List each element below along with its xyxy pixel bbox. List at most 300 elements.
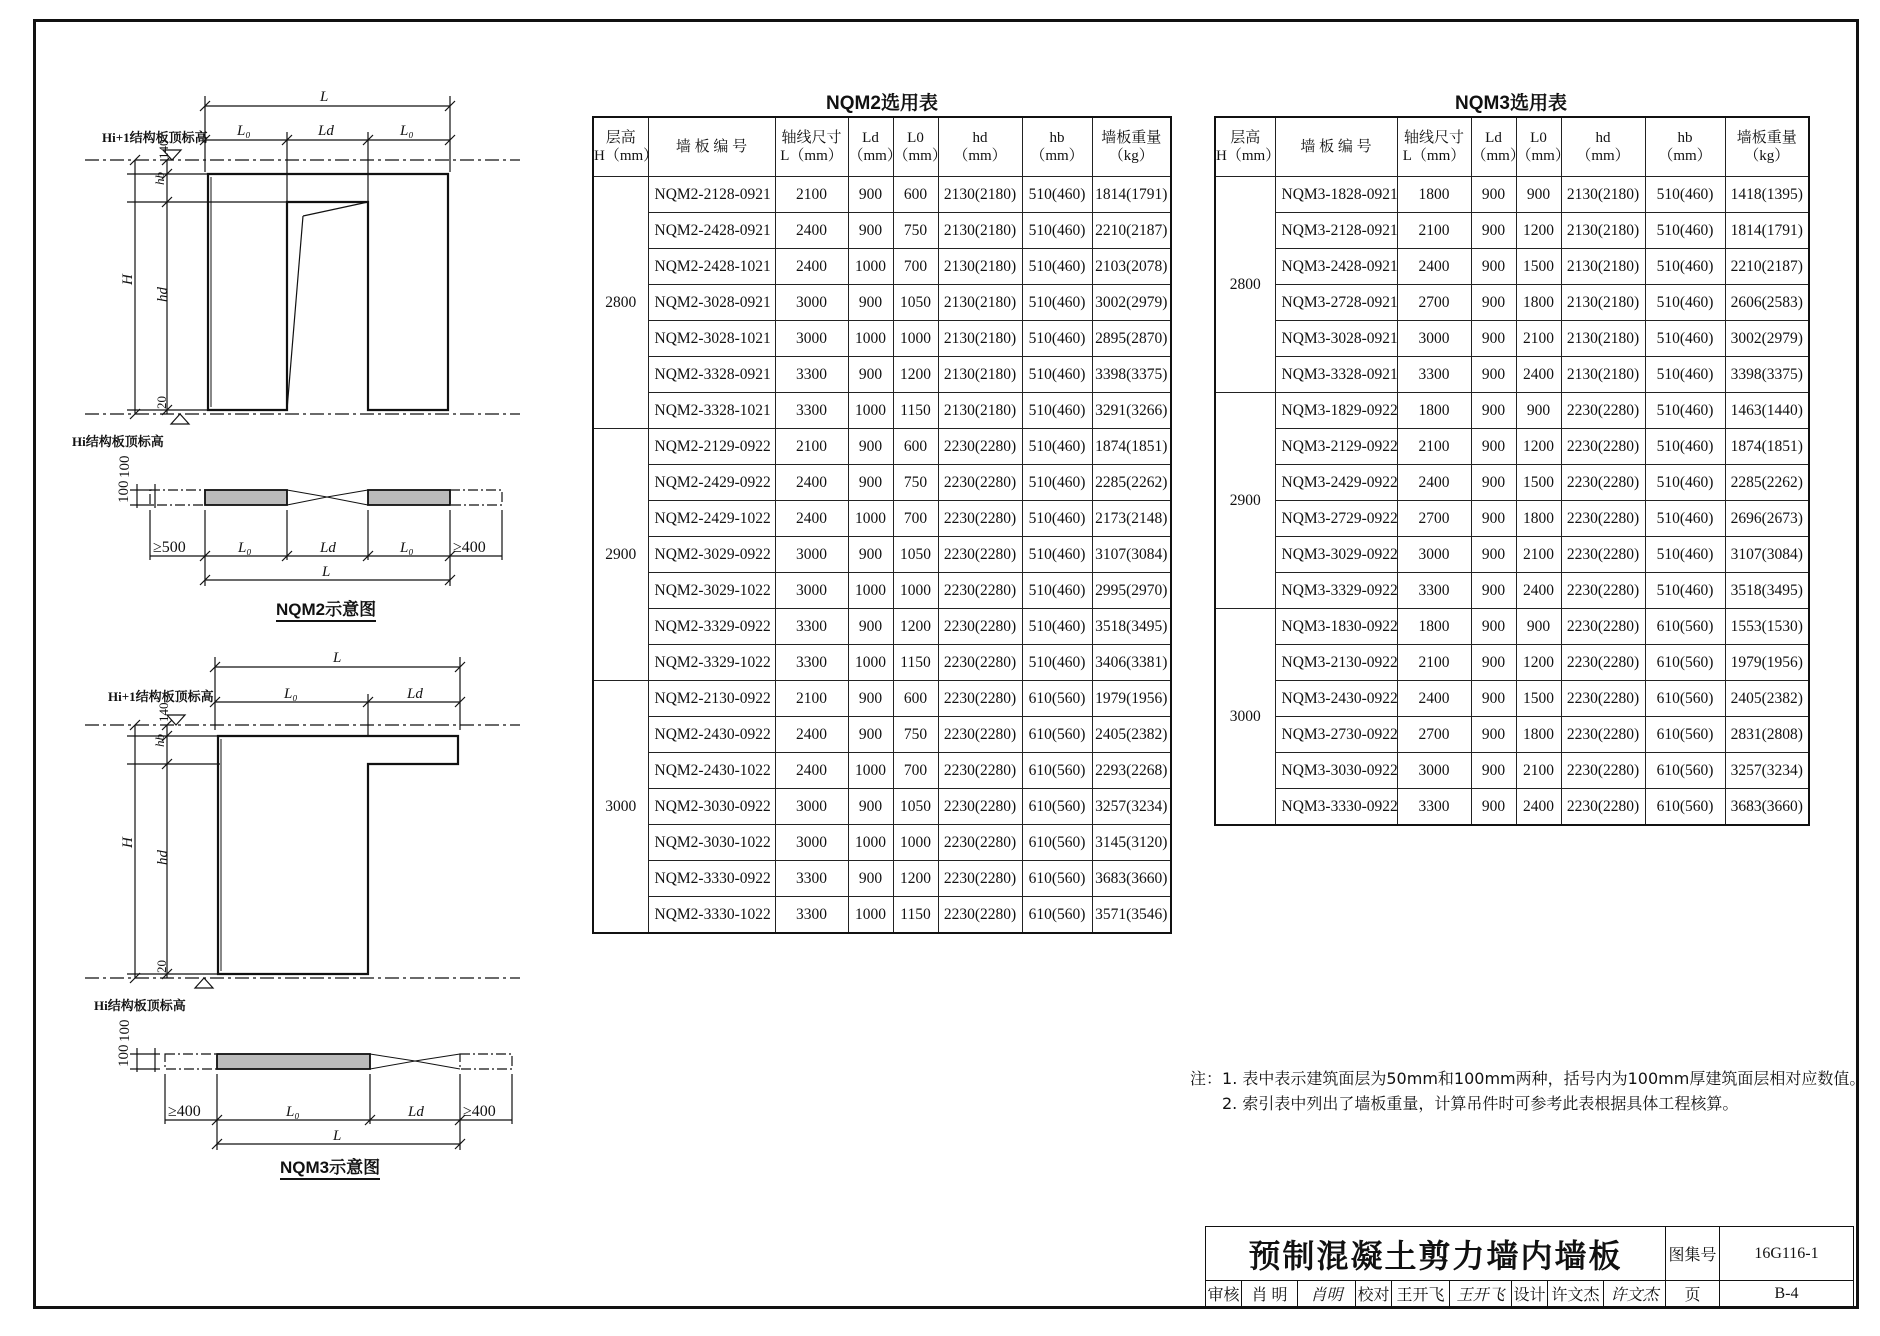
table-cell: 900: [1471, 357, 1516, 393]
panel-code: NQM3-3028-0921: [1275, 321, 1397, 357]
table-cell: 510(460): [1022, 249, 1092, 285]
table-cell: 510(460): [1645, 177, 1725, 213]
nqm3-storey-height: 2900: [1215, 393, 1275, 609]
table-cell: 1200: [893, 861, 938, 897]
nqm2-storey-height: 2900: [593, 429, 648, 681]
table-cell: 900: [1471, 213, 1516, 249]
table-cell: 2130(2180): [938, 249, 1022, 285]
table-row: [593, 393, 1171, 429]
table-cell: 900: [848, 717, 893, 753]
table-cell: 1800: [1397, 177, 1471, 213]
dim-l-nqm2-plan: L: [322, 564, 331, 580]
table-cell: 3145(3120): [1092, 825, 1171, 861]
page-number: B-4: [1720, 1281, 1854, 1307]
table-cell: 3406(3381): [1092, 645, 1171, 681]
table-cell: 900: [848, 429, 893, 465]
table-cell: 750: [893, 213, 938, 249]
nqm2-elevation: [85, 96, 520, 424]
table-cell: 2995(2970): [1092, 573, 1171, 609]
table-row: [593, 501, 1171, 537]
nqm2-header-0: 层高 H（mm）: [593, 117, 648, 177]
table-row: [593, 681, 1171, 717]
table-cell: 3000: [775, 825, 848, 861]
table-cell: 900: [848, 681, 893, 717]
table-cell: 2100: [1397, 645, 1471, 681]
table-cell: 3000: [1397, 321, 1471, 357]
table-row: [1215, 573, 1809, 609]
table-row: [593, 177, 1171, 213]
nqm2-header-4: L0 （mm）: [893, 117, 938, 177]
table-cell: 2230(2280): [1561, 393, 1645, 429]
panel-code: NQM2-3330-1022: [648, 897, 775, 934]
nqm2-storey-height: 3000: [593, 681, 648, 934]
table-cell: 900: [1471, 393, 1516, 429]
table-cell: 610(560): [1022, 717, 1092, 753]
table-cell: 900: [848, 537, 893, 573]
table-row: [593, 789, 1171, 825]
nqm3-table-title: NQM3选用表: [1455, 93, 1567, 114]
note-prefix: 注：: [1190, 1069, 1223, 1088]
table-cell: 1150: [893, 897, 938, 934]
table-cell: 2100: [1516, 537, 1561, 573]
table-cell: 900: [848, 357, 893, 393]
table-cell: 900: [1516, 609, 1561, 645]
table-row: [1215, 393, 1809, 429]
dim-20-nqm3: 20: [154, 960, 169, 973]
nqm2-plan: [130, 484, 502, 586]
title-block: [1205, 1226, 1854, 1307]
table-cell: 2230(2280): [1561, 717, 1645, 753]
table-row: [593, 357, 1171, 393]
dim-h-nqm3: H: [120, 837, 136, 848]
nqm3-diagram-label: NQM3示意图: [280, 1153, 380, 1180]
dim-hd-nqm2: hd: [155, 287, 171, 302]
table-cell: 2210(2187): [1725, 249, 1809, 285]
panel-code: NQM2-3329-1022: [648, 645, 775, 681]
table-cell: 510(460): [1022, 213, 1092, 249]
table-cell: 610(560): [1022, 789, 1092, 825]
table-cell: 2230(2280): [938, 753, 1022, 789]
table-cell: 610(560): [1645, 717, 1725, 753]
table-cell: 900: [1471, 537, 1516, 573]
nqm3-selection-table: [1214, 116, 1810, 826]
table-cell: 2230(2280): [938, 717, 1022, 753]
table-cell: 600: [893, 177, 938, 213]
table-cell: 750: [893, 717, 938, 753]
panel-code: NQM2-3329-0922: [648, 609, 775, 645]
table-cell: 2285(2262): [1725, 465, 1809, 501]
nqm3-storey-height: 3000: [1215, 609, 1275, 826]
table-cell: 510(460): [1022, 357, 1092, 393]
nqm2-header-1: 墙 板 编 号: [648, 117, 775, 177]
panel-code: NQM2-3029-1022: [648, 573, 775, 609]
table-cell: 2130(2180): [1561, 249, 1645, 285]
table-cell: 2400: [775, 213, 848, 249]
table-cell: 2700: [1397, 717, 1471, 753]
table-row: [1215, 753, 1809, 789]
dim-l-nqm3: L: [333, 650, 342, 666]
table-cell: 510(460): [1645, 249, 1725, 285]
table-cell: 1814(1791): [1092, 177, 1171, 213]
dim-l-nqm3-plan: L: [333, 1128, 342, 1144]
panel-code: NQM2-3028-1021: [648, 321, 775, 357]
nqm3-header-0: 层高 H（mm）: [1215, 117, 1275, 177]
table-cell: 610(560): [1022, 897, 1092, 934]
table-cell: 1874(1851): [1725, 429, 1809, 465]
table-cell: 900: [848, 213, 893, 249]
drawing-title: 预制混凝土剪力墙内墙板: [1206, 1227, 1666, 1281]
table-cell: 1979(1956): [1092, 681, 1171, 717]
table-cell: 3398(3375): [1725, 357, 1809, 393]
table-cell: 510(460): [1645, 537, 1725, 573]
table-cell: 1800: [1516, 501, 1561, 537]
table-cell: 2100: [1397, 213, 1471, 249]
table-cell: 510(460): [1645, 393, 1725, 429]
table-row: [593, 825, 1171, 861]
nqm3-elevation: [85, 657, 520, 988]
table-cell: 3300: [775, 645, 848, 681]
table-cell: 1050: [893, 285, 938, 321]
table-cell: 2230(2280): [938, 465, 1022, 501]
table-cell: 510(460): [1645, 573, 1725, 609]
table-cell: 510(460): [1022, 645, 1092, 681]
panel-code: NQM3-1829-0922: [1275, 393, 1397, 429]
dim-l0-nqm2-plan-right: L₀: [400, 540, 414, 556]
table-cell: 1800: [1397, 393, 1471, 429]
table-cell: 2173(2148): [1092, 501, 1171, 537]
table-cell: 900: [848, 285, 893, 321]
panel-code: NQM3-3328-0921: [1275, 357, 1397, 393]
nqm3-header-2: 轴线尺寸 L（mm）: [1397, 117, 1471, 177]
dim-ld-nqm2: Ld: [318, 123, 334, 139]
table-cell: 3107(3084): [1092, 537, 1171, 573]
nqm3-plan: [130, 1048, 512, 1150]
table-cell: 510(460): [1645, 465, 1725, 501]
table-cell: 3257(3234): [1092, 789, 1171, 825]
dim-l0-nqm3: L₀: [284, 686, 298, 702]
table-cell: 2405(2382): [1092, 717, 1171, 753]
table-cell: 1150: [893, 645, 938, 681]
check-label: 校对: [1356, 1281, 1392, 1307]
level-hi-nqm2: Hi结构板顶标高: [72, 434, 164, 449]
table-cell: 3000: [1397, 753, 1471, 789]
table-cell: 610(560): [1645, 645, 1725, 681]
table-cell: 2400: [775, 465, 848, 501]
table-cell: 610(560): [1645, 789, 1725, 826]
table-row: [1215, 429, 1809, 465]
nqm2-header-row: [593, 117, 1171, 177]
table-cell: 2230(2280): [1561, 681, 1645, 717]
table-cell: 1979(1956): [1725, 645, 1809, 681]
table-cell: 900: [1471, 321, 1516, 357]
table-cell: 1874(1851): [1092, 429, 1171, 465]
nqm2-selection-table: [592, 116, 1172, 934]
level-hi1-nqm3: Hi+1结构板顶标高: [108, 689, 214, 704]
nqm2-diagram-label: NQM2示意图: [276, 595, 376, 622]
nqm3-header-4: L0 （mm）: [1516, 117, 1561, 177]
table-cell: 3000: [775, 285, 848, 321]
table-row: [1215, 501, 1809, 537]
table-cell: 2130(2180): [938, 357, 1022, 393]
panel-code: NQM2-3328-1021: [648, 393, 775, 429]
table-cell: 2130(2180): [1561, 285, 1645, 321]
table-cell: 2895(2870): [1092, 321, 1171, 357]
table-cell: 510(460): [1022, 321, 1092, 357]
dim-ge400-nqm3-right: ≥400: [463, 1103, 496, 1120]
table-cell: 2700: [1397, 501, 1471, 537]
table-cell: 2230(2280): [938, 609, 1022, 645]
table-cell: 900: [1471, 681, 1516, 717]
table-cell: 2230(2280): [1561, 609, 1645, 645]
dim-ld-nqm2-plan: Ld: [320, 540, 336, 556]
panel-code: NQM2-2130-0922: [648, 681, 775, 717]
panel-code: NQM2-2430-1022: [648, 753, 775, 789]
dim-ld-nqm3-plan: Ld: [408, 1104, 424, 1120]
panel-code: NQM2-2428-1021: [648, 249, 775, 285]
nqm2-header-6: hb （mm）: [1022, 117, 1092, 177]
table-cell: 2100: [1397, 429, 1471, 465]
panel-code: NQM2-2430-0922: [648, 717, 775, 753]
nqm3-storey-height: 2800: [1215, 177, 1275, 393]
panel-code: NQM2-2428-0921: [648, 213, 775, 249]
panel-code: NQM2-2429-0922: [648, 465, 775, 501]
table-cell: 3300: [1397, 357, 1471, 393]
panel-code: NQM2-3030-0922: [648, 789, 775, 825]
table-cell: 900: [1471, 717, 1516, 753]
table-cell: 700: [893, 249, 938, 285]
table-row: [1215, 321, 1809, 357]
table-cell: 2230(2280): [938, 501, 1022, 537]
table-cell: 2400: [775, 717, 848, 753]
table-cell: 3683(3660): [1725, 789, 1809, 826]
designer-name: 许文杰: [1548, 1281, 1604, 1307]
dim-20-nqm2: 20: [154, 396, 169, 409]
nqm2-storey-height: 2800: [593, 177, 648, 429]
table-row: [1215, 285, 1809, 321]
panel-code: NQM3-2428-0921: [1275, 249, 1397, 285]
dim-ge500-nqm2: ≥500: [153, 539, 186, 556]
table-cell: 2230(2280): [938, 825, 1022, 861]
table-cell: 1000: [848, 753, 893, 789]
panel-code: NQM2-2128-0921: [648, 177, 775, 213]
reviewer-signature: 肖明: [1298, 1281, 1356, 1307]
table-row: [1215, 177, 1809, 213]
panel-code: NQM2-3330-0922: [648, 861, 775, 897]
table-cell: 2230(2280): [1561, 645, 1645, 681]
dim-100a-nqm3: 100: [116, 1044, 132, 1067]
table-cell: 3518(3495): [1725, 573, 1809, 609]
table-cell: 1150: [893, 393, 938, 429]
table-cell: 2230(2280): [1561, 573, 1645, 609]
table-cell: 700: [893, 501, 938, 537]
table-row: [593, 753, 1171, 789]
table-cell: 510(460): [1022, 609, 1092, 645]
table-row: [593, 465, 1171, 501]
table-row: [1215, 465, 1809, 501]
table-cell: 3300: [775, 357, 848, 393]
table-cell: 2400: [1516, 357, 1561, 393]
table-cell: 1200: [893, 357, 938, 393]
table-cell: 1200: [1516, 429, 1561, 465]
table-cell: 900: [1471, 573, 1516, 609]
table-cell: 510(460): [1022, 465, 1092, 501]
table-cell: 900: [848, 789, 893, 825]
table-cell: 610(560): [1022, 861, 1092, 897]
table-row: [1215, 681, 1809, 717]
table-cell: 2230(2280): [938, 645, 1022, 681]
table-cell: 2230(2280): [938, 897, 1022, 934]
table-cell: 510(460): [1022, 429, 1092, 465]
table-cell: 2285(2262): [1092, 465, 1171, 501]
dim-l0-nqm2-plan-left: L₀: [238, 540, 252, 556]
level-hi-nqm3: Hi结构板顶标高: [94, 998, 186, 1013]
checker-name: 王开飞: [1392, 1281, 1450, 1307]
panel-code: NQM3-2130-0922: [1275, 645, 1397, 681]
table-cell: 3000: [775, 789, 848, 825]
table-cell: 2130(2180): [938, 393, 1022, 429]
page-label: 页: [1666, 1281, 1720, 1307]
table-cell: 510(460): [1022, 573, 1092, 609]
dim-100a-nqm2: 100: [116, 480, 132, 503]
table-cell: 3002(2979): [1725, 321, 1809, 357]
table-cell: 510(460): [1645, 501, 1725, 537]
table-cell: 1553(1530): [1725, 609, 1809, 645]
panel-code: NQM2-3030-1022: [648, 825, 775, 861]
table-row: [1215, 789, 1809, 826]
table-cell: 3000: [775, 573, 848, 609]
nqm3-header-1: 墙 板 编 号: [1275, 117, 1397, 177]
table-cell: 3107(3084): [1725, 537, 1809, 573]
panel-code: NQM3-2430-0922: [1275, 681, 1397, 717]
table-cell: 2606(2583): [1725, 285, 1809, 321]
table-cell: 1050: [893, 537, 938, 573]
table-cell: 2130(2180): [1561, 357, 1645, 393]
table-cell: 600: [893, 681, 938, 717]
table-cell: 2400: [775, 501, 848, 537]
table-cell: 2230(2280): [938, 573, 1022, 609]
table-cell: 900: [1471, 285, 1516, 321]
table-cell: 900: [1471, 249, 1516, 285]
nqm2-header-2: 轴线尺寸 L（mm）: [775, 117, 848, 177]
table-cell: 750: [893, 465, 938, 501]
table-cell: 3300: [775, 861, 848, 897]
dim-100b-nqm3: 100: [117, 1019, 133, 1042]
table-cell: 2230(2280): [1561, 465, 1645, 501]
table-cell: 2100: [1516, 321, 1561, 357]
table-cell: 610(560): [1022, 825, 1092, 861]
table-cell: 900: [848, 861, 893, 897]
table-cell: 2400: [1516, 573, 1561, 609]
table-cell: 1000: [848, 645, 893, 681]
table-cell: 2230(2280): [938, 681, 1022, 717]
table-cell: 1000: [893, 321, 938, 357]
nqm3-header-7: 墙板重量 （kg）: [1725, 117, 1809, 177]
table-cell: 3683(3660): [1092, 861, 1171, 897]
table-cell: 2831(2808): [1725, 717, 1809, 753]
panel-code: NQM3-1828-0921: [1275, 177, 1397, 213]
table-row: [593, 321, 1171, 357]
panel-code: NQM3-3330-0922: [1275, 789, 1397, 826]
table-cell: 3000: [775, 537, 848, 573]
table-cell: 900: [1471, 609, 1516, 645]
table-cell: 600: [893, 429, 938, 465]
dim-hb-nqm3: hb: [152, 734, 167, 747]
table-cell: 2230(2280): [938, 861, 1022, 897]
table-cell: 1800: [1516, 285, 1561, 321]
panel-code: NQM3-3329-0922: [1275, 573, 1397, 609]
table-cell: 2100: [775, 177, 848, 213]
table-cell: 1050: [893, 789, 938, 825]
panel-code: NQM3-2729-0922: [1275, 501, 1397, 537]
table-cell: 1814(1791): [1725, 213, 1809, 249]
table-cell: 900: [1471, 645, 1516, 681]
table-cell: 3398(3375): [1092, 357, 1171, 393]
panel-code: NQM3-2429-0922: [1275, 465, 1397, 501]
table-cell: 510(460): [1645, 321, 1725, 357]
nqm3-header-6: hb （mm）: [1645, 117, 1725, 177]
table-cell: 2100: [775, 429, 848, 465]
table-cell: 2230(2280): [938, 429, 1022, 465]
table-cell: 2400: [1397, 465, 1471, 501]
table-cell: 1200: [1516, 645, 1561, 681]
table-cell: 510(460): [1022, 537, 1092, 573]
table-cell: 2405(2382): [1725, 681, 1809, 717]
table-cell: 3291(3266): [1092, 393, 1171, 429]
table-cell: 3300: [775, 393, 848, 429]
nqm3-header-3: Ld （mm）: [1471, 117, 1516, 177]
table-cell: 2210(2187): [1092, 213, 1171, 249]
panel-code: NQM3-3030-0922: [1275, 753, 1397, 789]
table-row: [1215, 645, 1809, 681]
table-cell: 1000: [848, 501, 893, 537]
table-row: [1215, 249, 1809, 285]
table-cell: 1200: [893, 609, 938, 645]
dim-100b-nqm2: 100: [117, 455, 133, 478]
table-cell: 1500: [1516, 681, 1561, 717]
table-cell: 510(460): [1645, 429, 1725, 465]
panel-code: NQM3-1830-0922: [1275, 609, 1397, 645]
design-label: 设计: [1512, 1281, 1548, 1307]
table-cell: 1000: [848, 825, 893, 861]
table-cell: 2400: [775, 753, 848, 789]
dim-l0-nqm3-plan: L₀: [286, 1104, 300, 1120]
table-row: [1215, 537, 1809, 573]
review-label: 审核: [1206, 1281, 1242, 1307]
table-row: [593, 609, 1171, 645]
table-cell: 3300: [775, 609, 848, 645]
table-cell: 3571(3546): [1092, 897, 1171, 934]
table-cell: 3000: [1397, 537, 1471, 573]
note-line-1: 1. 表中表示建筑面层为50mm和100mm两种，括号内为100mm厚建筑面层相对应数值。: [1222, 1069, 1866, 1088]
table-cell: 610(560): [1645, 681, 1725, 717]
dim-hb-nqm2: hb: [152, 172, 167, 185]
atlas-number: 16G116-1: [1720, 1227, 1854, 1281]
table-cell: 1000: [893, 573, 938, 609]
panel-code: NQM2-3028-0921: [648, 285, 775, 321]
table-cell: 1000: [848, 393, 893, 429]
table-cell: 2103(2078): [1092, 249, 1171, 285]
table-cell: 900: [1471, 177, 1516, 213]
dim-140-nqm2: 140: [156, 139, 171, 159]
table-cell: 610(560): [1645, 753, 1725, 789]
nqm3-header-5: hd （mm）: [1561, 117, 1645, 177]
nqm2-header-5: hd （mm）: [938, 117, 1022, 177]
table-cell: 3002(2979): [1092, 285, 1171, 321]
table-row: [1215, 357, 1809, 393]
table-cell: 1000: [848, 573, 893, 609]
table-cell: 900: [1471, 789, 1516, 826]
table-cell: 2230(2280): [1561, 753, 1645, 789]
